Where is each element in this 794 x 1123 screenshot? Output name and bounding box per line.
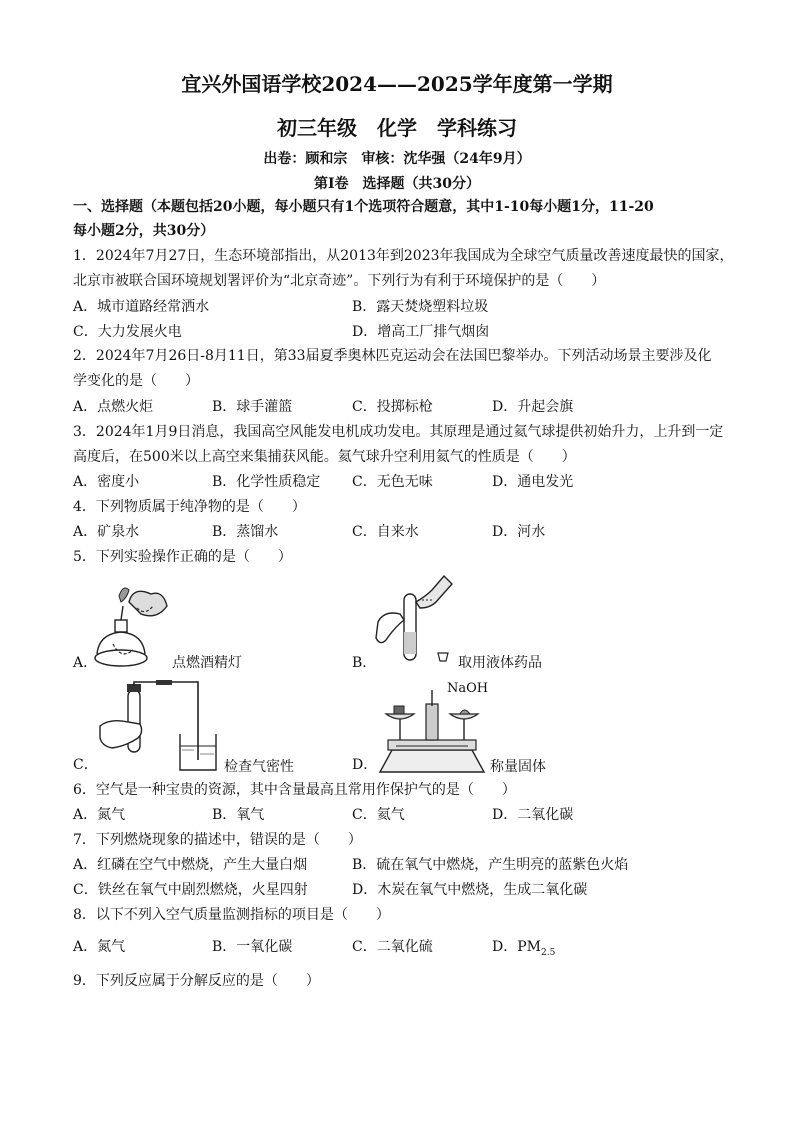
figure-d-caption: 称量固体 <box>490 759 546 775</box>
option-b: B．球手灌篮 <box>212 399 293 415</box>
option-a: A．红磷在空气中燃烧，产生大量白烟 <box>73 857 308 873</box>
option-a: A．城市道路经常洒水 <box>73 299 210 315</box>
option-d: D．木炭在氧气中燃烧，生成二氧化碳 <box>352 882 588 898</box>
option-c: C．氦气 <box>352 807 405 823</box>
option-c: C．大力发展火电 <box>73 324 182 340</box>
question-6-text: 6．空气是一种宝贵的资源，其中含量最高且常用作保护气的是（ ） <box>73 782 516 798</box>
part-title: 第Ⅰ卷 选择题（共30分） <box>313 176 481 192</box>
figure-d-letter: D． <box>352 757 378 773</box>
section-heading: 一、选择题（本题包括20小题，每小题只有1个选项符合题意，其中1-10每小题1分，11-20 <box>73 199 654 215</box>
airtightness-figure <box>98 680 226 774</box>
question-9-text: 9．下列反应属于分解反应的是（ ） <box>73 973 320 989</box>
option-c: C．自来水 <box>352 524 419 540</box>
option-d: D．河水 <box>492 524 546 540</box>
question-8-text: 8．以下不列入空气质量监测指标的项目是（ ） <box>73 907 390 923</box>
option-d: D．增高工厂排气烟囱 <box>352 324 490 340</box>
naoh-label: NaOH <box>447 681 489 696</box>
option-d: D．升起会旗 <box>492 399 574 415</box>
pm-subscript: 2.5 <box>540 947 556 958</box>
option-b: B．硫在氧气中燃烧，产生明亮的蓝紫色火焰 <box>352 857 629 873</box>
option-d-text: D．PM <box>492 939 541 955</box>
figure-b-caption: 取用液体药品 <box>458 655 542 671</box>
question-2-text: 2．2024年7月26日-8月11日，第33届夏季奥林匹克运动会在法国巴黎举办。下列活动场景主要涉及化 <box>73 348 712 364</box>
question-1-text: 北京市被联合国环境规划署评价为“北京奇迹”。下列行为有利于环境保护的是（ ） <box>73 273 606 289</box>
option-a: A．点燃火炬 <box>73 399 154 415</box>
option-b: B．一氧化碳 <box>212 939 293 955</box>
option-b: B．蒸馏水 <box>212 524 279 540</box>
authors-line: 出卷：顾和宗 审核：沈华强（24年9月） <box>263 151 531 167</box>
option-d: D．二氧化碳 <box>492 807 574 823</box>
figure-b-letter: B． <box>352 655 377 671</box>
question-3-text: 高度后，在500米以上高空来集捕获风能。氦气球升空利用氦气的性质是（ ） <box>73 449 576 465</box>
option-b: B．化学性质稳定 <box>212 474 321 490</box>
figure-a-letter: A． <box>73 655 98 671</box>
option-c: C．二氧化硫 <box>352 939 433 955</box>
figure-c-caption: 检查气密性 <box>224 759 294 775</box>
school-title: 宜兴外国语学校2024——2025学年度第一学期 <box>181 72 613 96</box>
subject-title: 初三年级 化学 学科练习 <box>277 116 517 140</box>
alcohol-lamp-figure <box>93 580 175 670</box>
question-3-text: 3．2024年1月9日消息，我国高空风能发电机成功发电。其原理是通过氦气球提供初始升力，上升到一定 <box>73 424 724 440</box>
option-a: A．矿泉水 <box>73 524 140 540</box>
question-7-text: 7．下列燃烧现象的描述中，错误的是（ ） <box>73 832 362 848</box>
question-2-text: 学变化的是（ ） <box>73 373 199 389</box>
option-a: A．密度小 <box>73 474 140 490</box>
option-a: A．氮气 <box>73 939 126 955</box>
figure-a-caption: 点燃酒精灯 <box>172 655 242 671</box>
option-c: C．无色无味 <box>352 474 433 490</box>
option-a: A．氮气 <box>73 807 126 823</box>
option-c: C．铁丝在氧气中剧烈燃烧，火星四射 <box>73 882 308 898</box>
stopper-icon <box>437 652 449 662</box>
question-1-text: 1．2024年7月27日，生态环境部指出，从2013年到2023年我国成为全球空气质量改善速度最快的国家， <box>73 248 734 264</box>
question-4-text: 4．下列物质属于纯净物的是（ ） <box>73 499 306 515</box>
option-c: C．投掷标枪 <box>352 399 433 415</box>
option-b: B．氧气 <box>212 807 265 823</box>
option-d <box>492 938 555 962</box>
section-heading-cont: 每小题2分，共30分） <box>73 223 215 239</box>
figure-c-letter: C． <box>73 757 98 773</box>
option-d: D．通电发光 <box>492 474 574 490</box>
question-5-text: 5．下列实验操作正确的是（ ） <box>73 549 292 565</box>
option-b: B．露天焚烧塑料垃圾 <box>352 299 489 315</box>
